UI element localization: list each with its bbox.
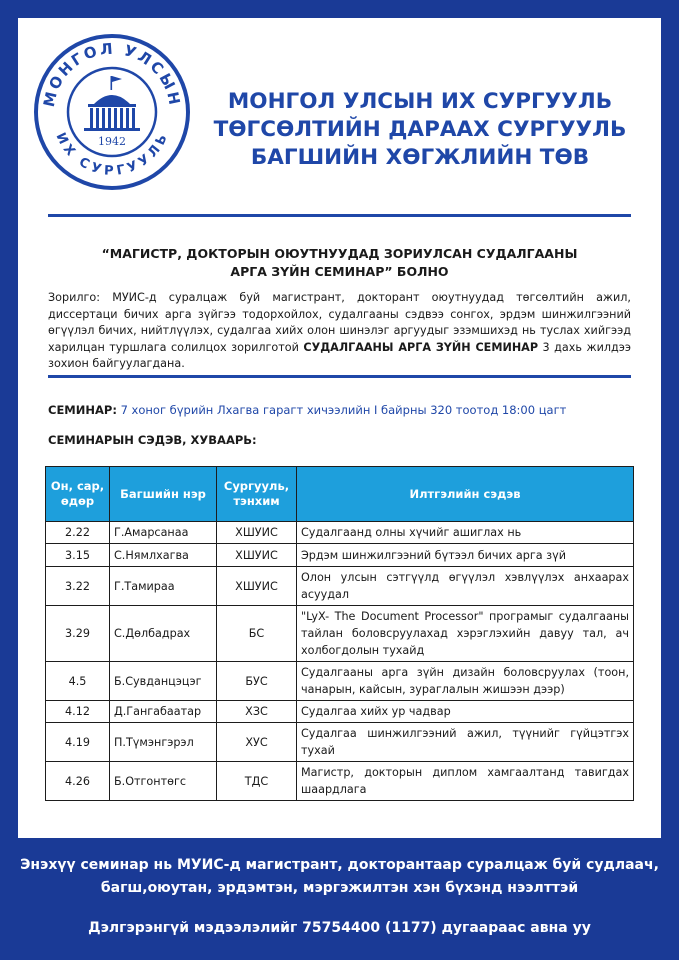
cell-topic: Судалгаа шинжилгээний ажил, түүнийг гүйцэтгэх тухай [297,723,634,762]
purpose-end-text: 3 дахь жилдээ зохион байгуулагдана. [48,340,632,370]
header-topic: Илтгэлийн сэдэв [297,467,634,522]
cell-date: 4.26 [46,762,110,801]
cell-topic: "LyX- The Document Processor" програмыг судалгааны тайлан боловсруулахад хэрэглэхийн давуу тал, ач холбогдолын тухайд [297,606,634,662]
purpose-text: Зорилго: МУИС-д суралцаж буй магистрант, докторант оюутнуудад төгсөлтийн ажил, диссертаци бичих арга зүйгээ тодорхойлох, судалгааны сэдвээ сонгох, эрдэм шинжилгээний өгүүлэл бичих, нийтлүүлэх, судалгаа хийх олон шинэлэг аргуудыг эзэмшихэд нь туслах хийгээд харилцан туршлага солилцох зорилготой [48,291,631,354]
cell-teacher: Г.Тамираа [110,567,217,606]
table-row [46,762,634,801]
cell-topic: Судалгаа хийх ур чадвар [297,701,634,723]
schedule-heading: СЕМИНАРЫН СЭДЭВ, ХУВААРЬ: [48,433,257,447]
header-school: Сургууль, тэнхим [217,467,297,522]
cell-date: 4.5 [46,662,110,701]
seminar-title [48,245,631,281]
cell-date: 3.22 [46,567,110,606]
cell-date: 4.12 [46,701,110,723]
cell-topic: Судалгаанд олны хүчийг ашиглах нь [297,522,634,544]
cell-teacher: С.Дөлбадрах [110,606,217,662]
footer-line: Энэхүү семинар нь МУИС-д магистрант, докторантаар суралцаж буй судлаач, [20,857,659,873]
purpose-bold-text: СУДАЛГААНЫ АРГА ЗҮЙН СЕМИНАР [303,340,539,354]
seminar-label: СЕМИНАР: [48,403,117,417]
table-row [46,522,634,544]
footer-line: багш,оюутан, эрдэмтэн, мэргэжилтэн хэн бүхэнд нээлттэй [100,880,579,896]
title-line: ТӨГСӨЛТИЙН ДАРААХ СУРГУУЛЬ [213,117,627,142]
table-row [46,544,634,567]
cell-topic: Магистр, докторын диплом хамгаалтанд тавигдах шаардлага [297,762,634,801]
cell-teacher: Г.Амарсанаа [110,522,217,544]
purpose-paragraph [48,290,631,373]
building-icon [84,76,140,131]
schedule-table [45,466,634,801]
cell-topic: Судалгааны арга зүйн дизайн боловсруулах (тоон, чанарын, кайсын, зураглалын жишээн дээр) [297,662,634,701]
table-row [46,701,634,723]
cell-school: ХШУИС [217,544,297,567]
table-row [46,662,634,701]
cell-topic: Эрдэм шинжилгээний бүтээл бичих арга зүй [297,544,634,567]
cell-teacher: Б.Отгонтөгс [110,762,217,801]
seminar-title-line: “МАГИСТР, ДОКТОРЫН ОЮУТНУУДАД ЗОРИУЛСАН СУДАЛГААНЫ [101,246,578,261]
divider [48,375,631,378]
seminar-title-line: АРГА ЗҮЙН СЕМИНАР” БОЛНО [230,264,449,279]
cell-teacher: С.Нямлхагва [110,544,217,567]
seminar-schedule-info [48,403,566,417]
cell-school: ХШУИС [217,567,297,606]
cell-school: БС [217,606,297,662]
cell-date: 4.19 [46,723,110,762]
cell-teacher: П.Түмэнгэрэл [110,723,217,762]
table-row [46,723,634,762]
logo-ring-bottom-text: ИХ СУРГУУЛЬ [52,130,172,179]
cell-school: ХУС [217,723,297,762]
university-logo [32,32,192,192]
cell-school: ХШУИС [217,522,297,544]
cell-date: 3.29 [46,606,110,662]
header-date: Он, сар, өдөр [46,467,110,522]
institution-title [200,88,640,172]
cell-date: 3.15 [46,544,110,567]
logo-ring-top-text: МОНГОЛ УЛСЫН [39,39,185,109]
cell-date: 2.22 [46,522,110,544]
cell-school: ХЗС [217,701,297,723]
table-header-row [46,467,634,522]
seminar-time-place: 7 хоног бүрийн Лхагва гарагт хичээлийн I байрны 320 тоотод 18:00 цагт [116,403,567,417]
cell-school: ТДС [217,762,297,801]
title-line: МОНГОЛ УЛСЫН ИХ СУРГУУЛЬ [227,89,613,114]
title-line: БАГШИЙН ХӨГЖЛИЙН ТӨВ [250,145,590,170]
divider [48,214,631,217]
header-teacher: Багшийн нэр [110,467,217,522]
footer-contact: Дэлгэрэнгүй мэдээлэлийг 75754400 (1177) дугаараас авна уу [88,920,591,936]
cell-teacher: Д.Гангабаатар [110,701,217,723]
cell-teacher: Б.Сувданцэцэг [110,662,217,701]
cell-topic: Олон улсын сэтгүүлд өгүүлэл хэвлүүлэх анхаарах асуудал [297,567,634,606]
table-row [46,606,634,662]
cell-school: БУС [217,662,297,701]
table-row [46,567,634,606]
logo-year: 1942 [98,135,126,148]
